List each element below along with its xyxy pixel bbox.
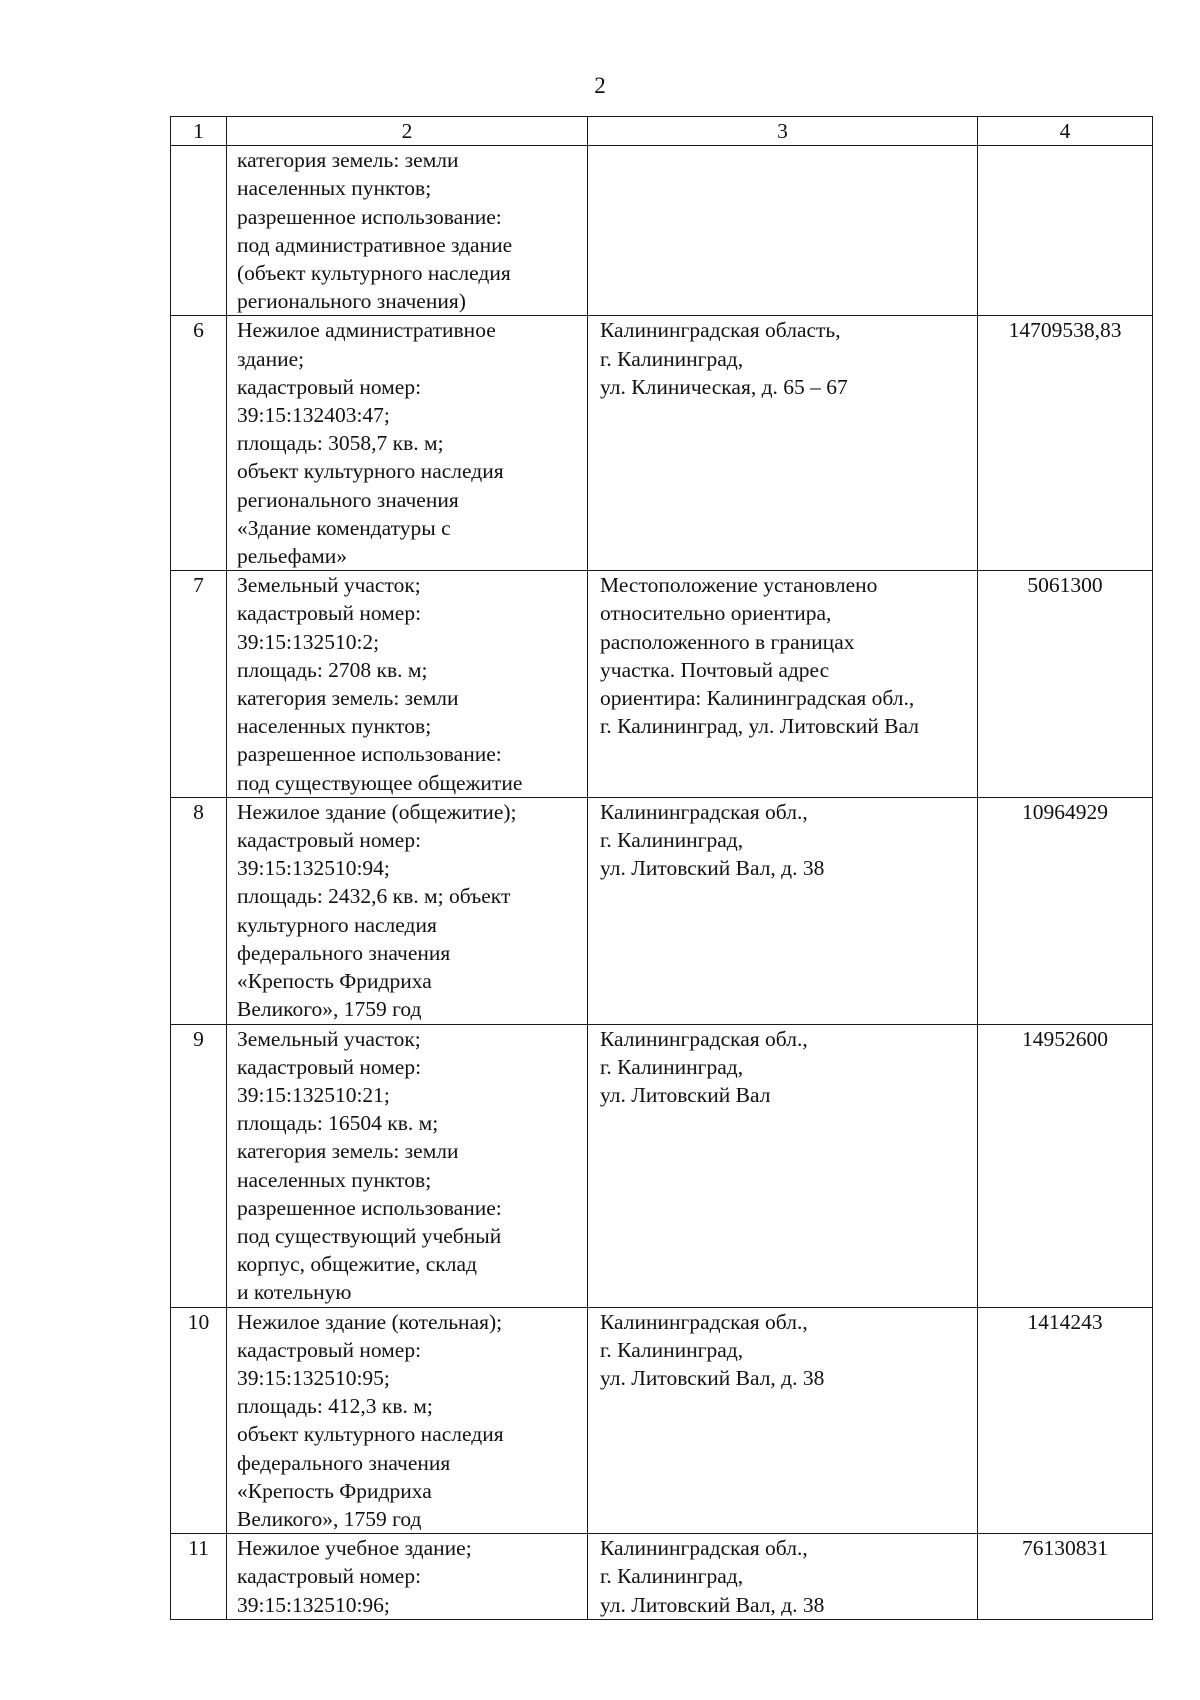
description-cell: Нежилое здание (общежитие); кадастровый номер: 39:15:132510:94; площадь: 2432,6 кв. м; объект культурного наследия федерального значения «Крепость Фридриха Великого», 1759 год — [227, 797, 588, 1024]
description-cell: Нежилое учебное здание; кадастровый номер: 39:15:132510:96; — [227, 1534, 588, 1620]
header-cell-4: 4 — [978, 117, 1153, 146]
address-cell: Калининградская обл., г. Калининград, ул. Литовский Вал, д. 38 — [588, 1307, 978, 1534]
row-number-cell — [171, 146, 227, 316]
table-row — [171, 146, 1153, 316]
address-cell: Калининградская область, г. Калининград, ул. Клиническая, д. 65 – 67 — [588, 316, 978, 571]
value-cell: 1414243 — [978, 1307, 1153, 1534]
header-cell-3: 3 — [588, 117, 978, 146]
table-row — [171, 316, 1153, 571]
row-number-cell: 9 — [171, 1024, 227, 1307]
description-cell: Земельный участок; кадастровый номер: 39:15:132510:21; площадь: 16504 кв. м; категория земель: земли населенных пунктов; разрешенное использование: под существующий учебный корпус, общежитие, склад и котельную — [227, 1024, 588, 1307]
table-row — [171, 1534, 1153, 1620]
page-number: 2 — [594, 73, 606, 98]
value-cell: 14709538,83 — [978, 316, 1153, 571]
address-cell: Местоположение установлено относительно ориентира, расположенного в границах участка. Почтовый адрес ориентира: Калининградская обл., г. Калининград, ул. Литовский Вал — [588, 571, 978, 798]
row-number-cell: 6 — [171, 316, 227, 571]
table-row — [171, 1307, 1153, 1534]
header-cell-1: 1 — [171, 117, 227, 146]
value-cell — [978, 146, 1153, 316]
row-number-cell: 11 — [171, 1534, 227, 1620]
address-cell — [588, 146, 978, 316]
table-row — [171, 797, 1153, 1024]
table-row — [171, 1024, 1153, 1307]
description-cell: Нежилое здание (котельная); кадастровый номер: 39:15:132510:95; площадь: 412,3 кв. м; объект культурного наследия федерального значения «Крепость Фридриха Великого», 1759 год — [227, 1307, 588, 1534]
table-header-row — [171, 117, 1153, 146]
address-cell: Калининградская обл., г. Калининград, ул. Литовский Вал, д. 38 — [588, 1534, 978, 1620]
row-number-cell: 10 — [171, 1307, 227, 1534]
row-number-cell: 8 — [171, 797, 227, 1024]
description-cell: Нежилое административное здание; кадастровый номер: 39:15:132403:47; площадь: 3058,7 кв. м; объект культурного наследия регионального значения «Здание комендатуры с рельефами» — [227, 316, 588, 571]
value-cell: 5061300 — [978, 571, 1153, 798]
description-cell: категория земель: земли населенных пунктов; разрешенное использование: под административное здание (объект культурного наследия регионального значения) — [227, 146, 588, 316]
address-cell: Калининградская обл., г. Калининград, ул. Литовский Вал, д. 38 — [588, 797, 978, 1024]
value-cell: 76130831 — [978, 1534, 1153, 1620]
description-cell: Земельный участок; кадастровый номер: 39:15:132510:2; площадь: 2708 кв. м; категория земель: земли населенных пунктов; разрешенное использование: под существующее общежитие — [227, 571, 588, 798]
header-cell-2: 2 — [227, 117, 588, 146]
address-cell: Калининградская обл., г. Калининград, ул. Литовский Вал — [588, 1024, 978, 1307]
table-row — [171, 571, 1153, 798]
property-table — [170, 116, 1153, 1620]
row-number-cell: 7 — [171, 571, 227, 798]
value-cell: 10964929 — [978, 797, 1153, 1024]
value-cell: 14952600 — [978, 1024, 1153, 1307]
